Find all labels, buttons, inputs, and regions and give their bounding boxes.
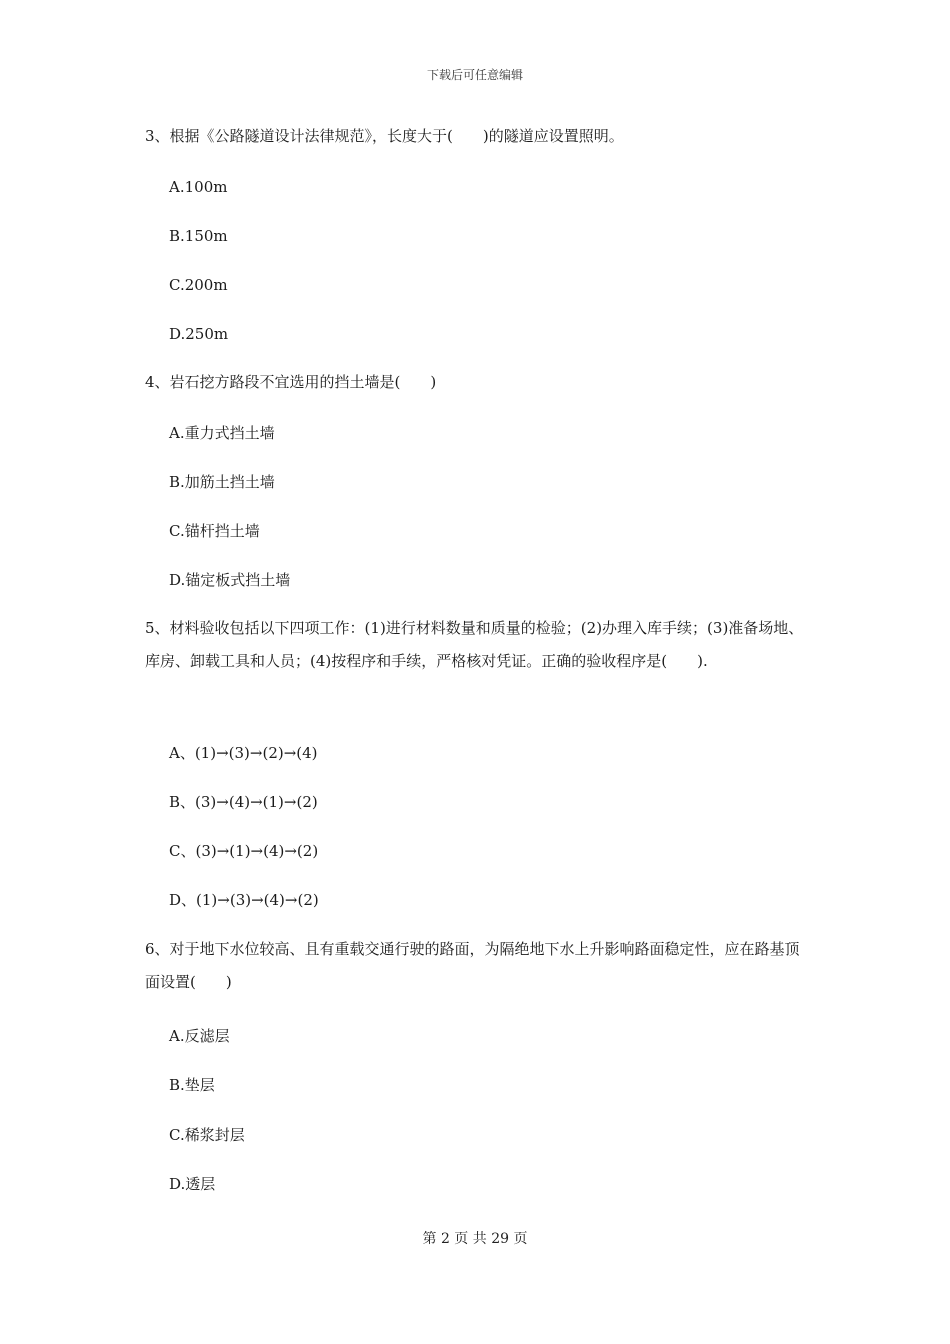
question-5-option-b: B、(3)→(4)→(1)→(2) — [169, 793, 318, 811]
question-5-stem: 5、材料验收包括以下四项工作：(1)进行材料数量和质量的检验；(2)办理入库手续；(3)准备场地、库房、卸载工具和人员；(4)按程序和手续，严格核对凭证。正确的验收程序是( ). — [145, 619, 804, 670]
question-5-option-c: C、(3)→(1)→(4)→(2) — [169, 842, 319, 860]
question-3-option-c: C.200m — [169, 276, 228, 294]
question-6-option-d: D.透层 — [169, 1175, 216, 1193]
question-6-stem: 6、对于地下水位较高、且有重载交通行驶的路面，为隔绝地下水上升影响路面稳定性，应在路基顶面设置( ) — [145, 940, 800, 991]
question-3-option-d: D.250m — [169, 325, 229, 343]
question-4-option-b: B.加筋土挡土墙 — [169, 473, 275, 491]
question-4-option-a: A.重力式挡土墙 — [169, 424, 275, 442]
question-4-option-c: C.锚杆挡土墙 — [169, 522, 260, 540]
question-3-option-b: B.150m — [169, 227, 228, 245]
question-6-option-c: C.稀浆封层 — [169, 1126, 245, 1144]
question-4-option-d: D.锚定板式挡土墙 — [169, 571, 291, 589]
question-3-option-a: A.100m — [169, 178, 228, 196]
question-4-stem: 4、岩石挖方路段不宜选用的挡土墙是( ) — [145, 373, 437, 391]
page-footer: 第 2 页 共 29 页 — [422, 1231, 528, 1247]
page-header: 下载后可任意编辑 — [426, 68, 523, 82]
question-5-option-d: D、(1)→(3)→(4)→(2) — [169, 891, 319, 909]
question-5-option-a: A、(1)→(3)→(2)→(4) — [169, 744, 318, 762]
question-3-stem: 3、根据《公路隧道设计法律规范》，长度大于( )的隧道应设置照明。 — [145, 127, 624, 145]
question-6-option-a: A.反滤层 — [169, 1027, 230, 1045]
question-6-option-b: B.垫层 — [169, 1076, 215, 1094]
